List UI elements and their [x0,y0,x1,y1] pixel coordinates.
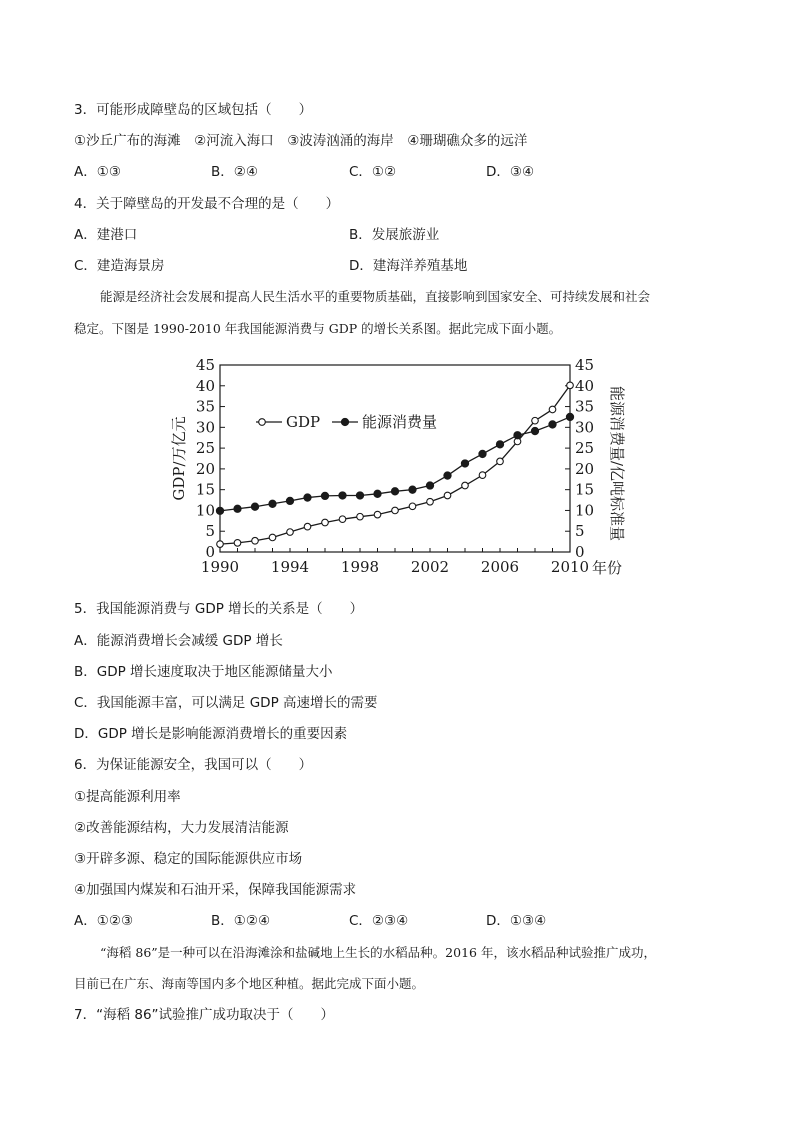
passage-rice-line-2: 目前已在广东、海南等国内多个地区种植。据此完成下面小题。 [74,976,425,991]
gdp-point [444,492,451,499]
energy-point [549,421,556,428]
y-tick-label: 15 [195,480,215,499]
legend-energy-label: 能源消费量 [362,413,438,431]
energy-point [426,482,433,489]
gdp-point [269,534,276,541]
x-axis-title: 年份 [592,559,623,577]
y-tick-label: 5 [205,522,215,541]
question-5-stem: 5．我国能源消费与 GDP 增长的关系是（ ） [74,601,364,617]
energy-point [496,441,503,448]
gdp-point [357,513,364,520]
legend-energy-marker [341,418,348,425]
x-tick-label: 1990 [200,558,240,576]
energy-point [461,460,468,467]
gdp-energy-chart [170,352,630,587]
question-4-stem: 4．关于障壁岛的开发最不合理的是（ ） [74,196,340,212]
gdp-line [220,385,570,544]
question-6-item-1: ①提高能源利用率 [74,789,181,805]
energy-point [391,488,398,495]
y-tick-label: 20 [195,459,215,478]
question-3-option-b: B．②④ [211,164,258,180]
y2-tick-label: 15 [575,480,595,499]
x-tick-label: 1994 [270,558,310,576]
gdp-point [252,537,259,544]
gdp-point [409,503,416,510]
question-6-option-c: C．②③④ [349,913,409,929]
gdp-point [479,472,486,479]
energy-point [216,507,223,514]
question-6-stem: 6．为保证能源安全，我国可以（ ） [74,757,313,773]
energy-point [479,450,486,457]
energy-line [220,417,570,511]
y2-tick-label: 20 [575,459,595,478]
gdp-point [339,516,346,523]
question-6-item-3: ③开辟多源、稳定的国际能源供应市场 [74,851,303,867]
question-7-stem: 7．“海稻 86”试验推广成功取决于（ ） [74,1007,335,1023]
question-6-item-4: ④加强国内煤炭和石油开采，保障我国能源需求 [74,882,357,898]
question-4-option-d: D．建海洋养殖基地 [349,258,468,274]
question-4-option-c: C．建造海景房 [74,258,165,274]
y-tick-label: 30 [195,418,215,437]
y2-tick-label: 35 [575,397,595,416]
energy-point [374,490,381,497]
gdp-point [287,529,294,536]
x-tick-label: 2010 [550,558,590,576]
energy-point [356,492,363,499]
gdp-point [532,417,539,424]
gdp-point [462,482,469,489]
question-5-option-a: A．能源消费增长会减缓 GDP 增长 [74,633,283,649]
energy-point [234,505,241,512]
energy-point [269,500,276,507]
energy-point [304,494,311,501]
question-6-option-a: A．①②③ [74,913,134,929]
energy-point [321,492,328,499]
y2-tick-label: 25 [575,439,595,458]
y-tick-label: 0 [205,543,215,561]
y2-tick-label: 45 [575,356,595,374]
y2-tick-label: 10 [575,501,595,520]
y-tick-label: 35 [195,397,215,416]
y-tick-label: 10 [195,501,215,520]
question-6-option-d: D．①③④ [486,913,547,929]
passage-energy-line-1: 能源是经济社会发展和提高人民生活水平的重要物质基础，直接影响到国家安全、可持续发展和社会 [100,289,651,304]
y2-tick-label: 5 [575,522,585,541]
gdp-point [374,511,381,518]
energy-point [286,497,293,504]
y2-tick-label: 30 [575,418,595,437]
gdp-point [322,519,329,526]
question-3-items: ①沙丘广布的海滩 ②河流入海口 ③波涛汹涌的海岸 ④珊瑚礁众多的远洋 [74,133,528,149]
y2-axis-title: 能源消费量/亿吨标准量 [608,385,626,542]
question-3-option-d: D．③④ [486,164,535,180]
energy-point [566,413,573,420]
y-tick-label: 45 [195,356,215,374]
gdp-point [427,498,434,505]
passage-rice-line-1: “海稻 86”是一种可以在沿海滩涂和盐碱地上生长的水稻品种。2016 年，该水稻品种试验推广成功， [100,945,656,960]
passage-energy-line-2: 稳定。下图是 1990-2010 年我国能源消费与 GDP 的增长关系图。据此完成下面小题。 [74,321,562,336]
y2-tick-label: 0 [575,543,585,561]
y-axis-title: GDP/万亿元 [170,416,188,501]
x-tick-label: 1998 [340,558,380,576]
x-tick-label: 2002 [410,558,450,576]
energy-point [444,472,451,479]
energy-point [251,503,258,510]
legend-gdp-marker [259,419,266,426]
question-5-option-c: C．我国能源丰富，可以满足 GDP 高速增长的需要 [74,695,378,711]
energy-point [531,427,538,434]
question-4-option-a: A．建港口 [74,227,138,243]
y2-tick-label: 40 [575,376,595,395]
question-4-option-b: B．发展旅游业 [349,227,440,243]
energy-point [409,486,416,493]
gdp-point [497,458,504,465]
energy-point [339,492,346,499]
gdp-point [234,540,241,547]
question-6-item-2: ②改善能源结构，大力发展清洁能源 [74,820,289,836]
plot-frame [220,365,570,552]
energy-point [514,432,521,439]
question-3-stem: 3．可能形成障壁岛的区域包括（ ） [74,102,313,118]
y-tick-label: 40 [195,376,215,395]
gdp-point [217,541,224,548]
gdp-point [392,507,399,514]
gdp-point [549,406,556,413]
question-5-option-d: D．GDP 增长是影响能源消费增长的重要因素 [74,726,348,742]
question-6-option-b: B．①②④ [211,913,271,929]
question-5-option-b: B．GDP 增长速度取决于地区能源储量大小 [74,664,333,680]
x-tick-label: 2006 [480,558,520,576]
question-3-option-a: A．①③ [74,164,121,180]
question-3-option-c: C．①② [349,164,397,180]
legend-gdp-label: GDP [286,413,321,431]
y-tick-label: 25 [195,439,215,458]
gdp-point [567,382,574,389]
gdp-point [304,523,311,530]
